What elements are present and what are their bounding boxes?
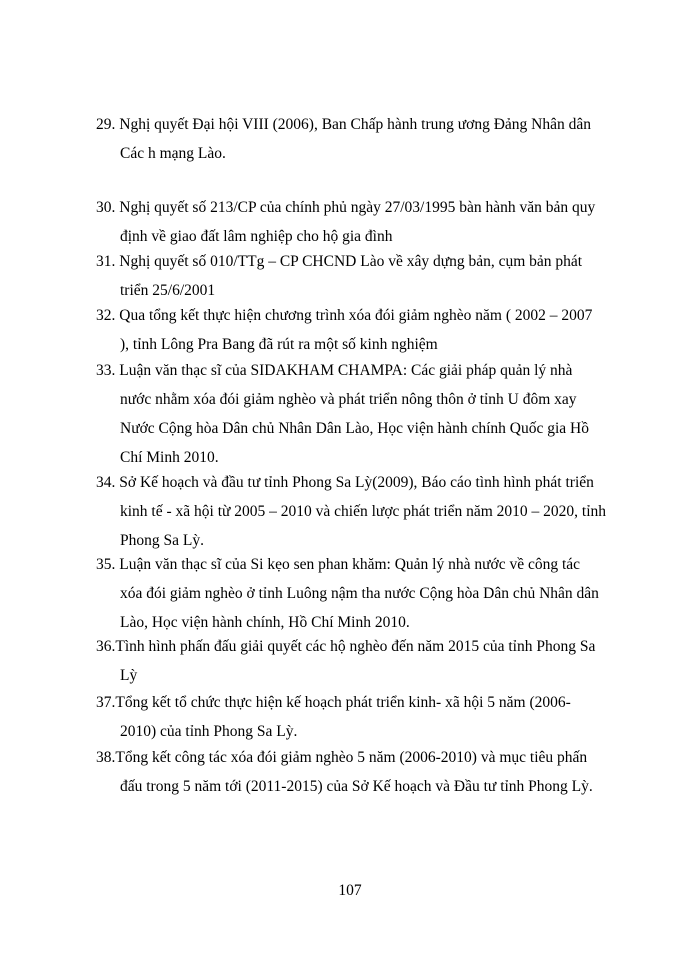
reference-37 — [96, 688, 636, 746]
reference-line: Nước Cộng hòa Dân chủ Nhân Dân Lào, Học viện hành chính Quốc gia Hồ — [120, 420, 589, 437]
reference-38 — [96, 743, 636, 801]
reference-30 — [96, 193, 636, 251]
reference-line: kinh tế - xã hội từ 2005 – 2010 và chiến lược phát triển năm 2010 – 2020, tỉnh — [120, 503, 607, 520]
reference-32 — [96, 301, 636, 359]
reference-line: 36.Tình hình phấn đấu giải quyết các hộ nghèo đến năm 2015 của tỉnh Phong Sa — [96, 638, 596, 655]
reference-line: 34. Sở Kế hoạch và đầu tư tỉnh Phong Sa Lỳ(2009), Báo cáo tình hình phát triển — [96, 474, 594, 491]
reference-line: 2010) của tỉnh Phong Sa Lỳ. — [120, 723, 298, 740]
reference-line: 38.Tổng kết công tác xóa đói giảm nghèo 5 năm (2006-2010) và mục tiêu phấn — [96, 749, 588, 766]
reference-35 — [96, 550, 636, 637]
reference-29 — [96, 110, 636, 168]
reference-line: 35. Luận văn thạc sĩ của Si kẹo sen phan khăm: Quản lý nhà nước về công tác — [96, 556, 581, 573]
reference-line: 31. Nghị quyết số 010/TTg – CP CHCND Lào về xây dựng bản, cụm bản phát — [96, 253, 583, 270]
reference-36 — [96, 632, 636, 690]
page-number: 107 — [338, 882, 362, 899]
reference-line: Chí Minh 2010. — [120, 449, 219, 466]
reference-line: Lỳ — [120, 667, 138, 684]
reference-line: định về giao đất lâm nghiệp cho hộ gia đình — [120, 228, 393, 245]
reference-line: đấu trong 5 năm tới (2011-2015) của Sở Kế hoạch và Đầu tư tỉnh Phong Lỳ. — [120, 778, 593, 795]
reference-line: 33. Luận văn thạc sĩ của SIDAKHAM CHAMPA: Các giải pháp quản lý nhà — [96, 362, 573, 379]
reference-line: Phong Sa Lỳ. — [120, 532, 204, 549]
reference-34 — [96, 468, 636, 555]
reference-line: 30. Nghị quyết số 213/CP của chính phủ ngày 27/03/1995 bàn hành văn bản quy — [96, 199, 596, 216]
reference-line: 29. Nghị quyết Đại hội VIII (2006), Ban Chấp hành trung ương Đảng Nhân dân — [96, 116, 592, 133]
reference-line: triển 25/6/2001 — [120, 282, 216, 299]
reference-line: Lào, Học viện hành chính, Hồ Chí Minh 2010. — [120, 614, 410, 631]
reference-line: xóa đói giảm nghèo ở tỉnh Luông nậm tha nước Cộng hòa Dân chủ Nhân dân — [120, 585, 599, 602]
reference-line: 32. Qua tổng kết thực hiện chương trình xóa đói giảm nghèo năm ( 2002 – 2007 — [96, 307, 593, 324]
reference-line: nước nhằm xóa đói giảm nghèo và phát triển nông thôn ở tỉnh U đôm xay — [120, 391, 577, 408]
reference-line: Các h mạng Lào. — [120, 145, 226, 162]
reference-line: 37.Tổng kết tổ chức thực hiện kế hoạch phát triển kinh- xã hội 5 năm (2006- — [96, 694, 571, 711]
reference-31 — [96, 247, 636, 305]
reference-33 — [96, 356, 636, 472]
reference-line: ), tỉnh Lông Pra Bang đã rút ra một số kinh nghiệm — [120, 336, 438, 353]
